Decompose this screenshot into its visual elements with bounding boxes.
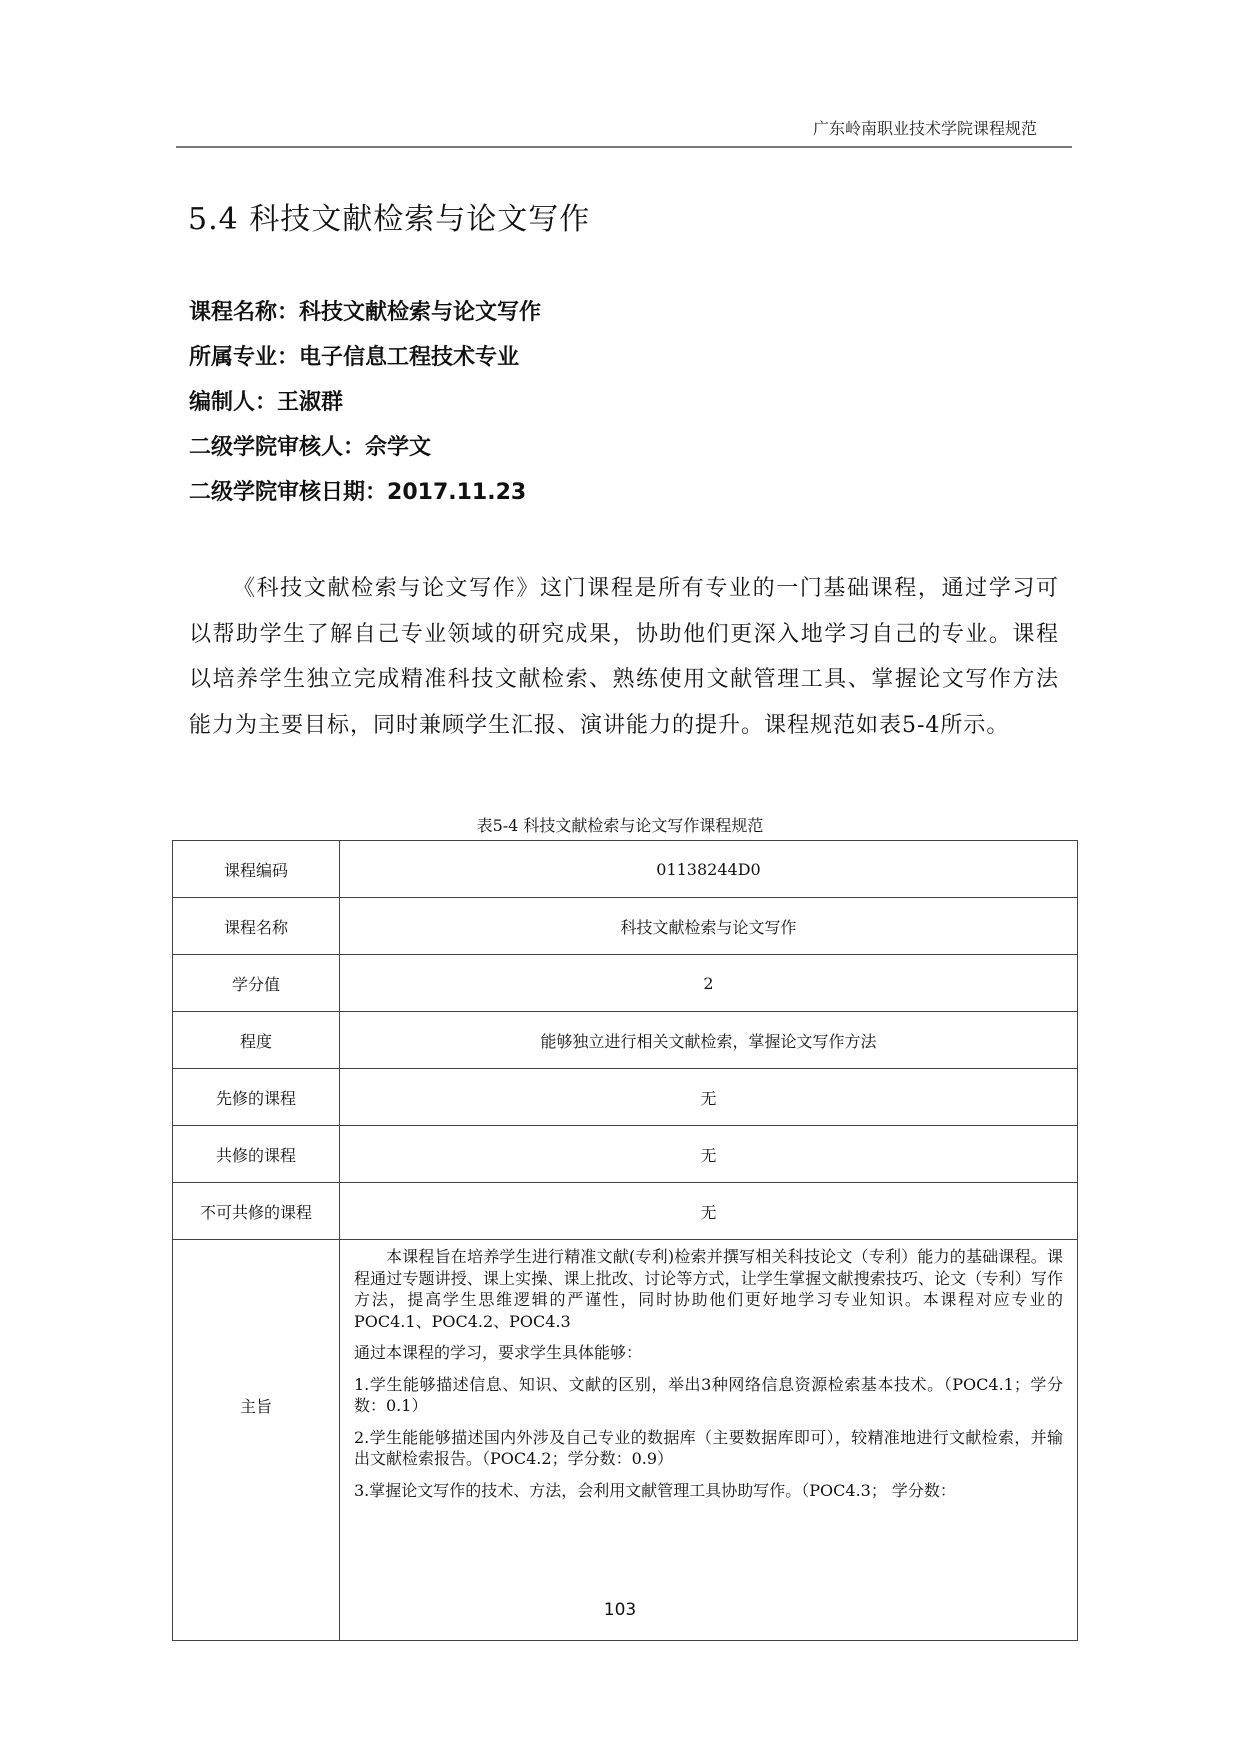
meta-major <box>189 335 541 380</box>
row-value: 01138244D0 <box>340 841 1078 898</box>
table-row <box>173 955 1078 1012</box>
row-key: 课程名称 <box>173 898 340 955</box>
meta-reviewer <box>189 425 541 470</box>
row-value: 2 <box>340 955 1078 1012</box>
running-header: 广东岭南职业技术学院课程规范 <box>812 119 1037 138</box>
table-row <box>173 1069 1078 1126</box>
objective-item: 3.掌握论文写作的技术、方法，会利用文献管理工具协助写作。（POC4.3； 学分数： <box>354 1480 956 1500</box>
objective-item: 1.学生能够描述信息、知识、文献的区别，举出3种网络信息资源检索基本技术。（POC4.1；学分数：0.1） <box>354 1374 1063 1415</box>
course-spec-table <box>172 840 1078 1641</box>
row-key: 课程编码 <box>173 841 340 898</box>
meta-review-date <box>189 470 541 515</box>
table-row <box>173 841 1078 898</box>
row-key: 学分值 <box>173 955 340 1012</box>
header-rule <box>176 146 1072 148</box>
row-value-purpose <box>340 1240 1078 1641</box>
objective-item: 2.学生能能够描述国内外涉及自己专业的数据库（主要数据库即可），较精准地进行文献检索，并输出文献检索报告。（POC4.2；学分数：0.9） <box>354 1427 1063 1468</box>
row-key: 先修的课程 <box>173 1069 340 1126</box>
table-row <box>173 898 1078 955</box>
row-key: 主旨 <box>173 1240 340 1641</box>
meta-label: 课程名称： <box>189 300 300 325</box>
meta-label: 二级学院审核日期： <box>189 480 388 505</box>
table-caption: 表5-4 科技文献检索与论文写作课程规范 <box>476 816 764 835</box>
row-key: 共修的课程 <box>173 1126 340 1183</box>
meta-label: 所属专业： <box>189 345 300 370</box>
section-title: 5.4 科技文献检索与论文写作 <box>188 202 591 237</box>
table-row <box>173 1183 1078 1240</box>
meta-author <box>189 380 541 425</box>
row-value: 无 <box>340 1069 1078 1126</box>
meta-course-name <box>189 290 541 335</box>
purpose-paragraph: 本课程旨在培养学生进行精准文献(专利)检索并撰写相关科技论文（专利）能力的基础课程。课程通过专题讲授、课上实操、课上批改、讨论等方式，让学生掌握文献搜索技巧、论文（专利）写作方法，提高学生思维逻辑的严谨性，同时协助他们更好地学习专业知识。本课程对应专业的 POC4.1、POC4.2、POC4.3 <box>354 1247 1063 1331</box>
meta-value: 王淑群 <box>277 390 344 415</box>
table-row <box>173 1126 1078 1183</box>
meta-value: 科技文献检索与论文写作 <box>299 300 542 325</box>
row-value: 能够独立进行相关文献检索，掌握论文写作方法 <box>340 1012 1078 1069</box>
row-value: 科技文献检索与论文写作 <box>340 898 1078 955</box>
meta-value: 电子信息工程技术专业 <box>299 345 520 370</box>
course-meta <box>189 290 541 515</box>
meta-value: 佘学文 <box>365 435 432 460</box>
table-row-main-purpose <box>173 1240 1078 1641</box>
table-row <box>173 1012 1078 1069</box>
row-value: 无 <box>340 1183 1078 1240</box>
purpose-paragraph: 通过本课程的学习，要求学生具体能够： <box>354 1343 643 1362</box>
meta-label: 编制人： <box>189 390 278 415</box>
row-value: 无 <box>340 1126 1078 1183</box>
intro-paragraph: 《科技文献检索与论文写作》这门课程是所有专业的一门基础课程，通过学习可以帮助学生了解自己专业领域的研究成果，协助他们更深入地学习自己的专业。课程以培养学生独立完成精准科技文献检索、熟练使用文献管理工具、掌握论文写作方法能力为主要目标，同时兼顾学生汇报、演讲能力的提升。课程规范如表5-4所示。 <box>189 576 1059 738</box>
meta-value: 2017.11.23 <box>387 480 527 505</box>
row-key: 程度 <box>173 1012 340 1069</box>
page-number: 103 <box>603 1600 637 1620</box>
meta-label: 二级学院审核人： <box>189 435 366 460</box>
row-key: 不可共修的课程 <box>173 1183 340 1240</box>
